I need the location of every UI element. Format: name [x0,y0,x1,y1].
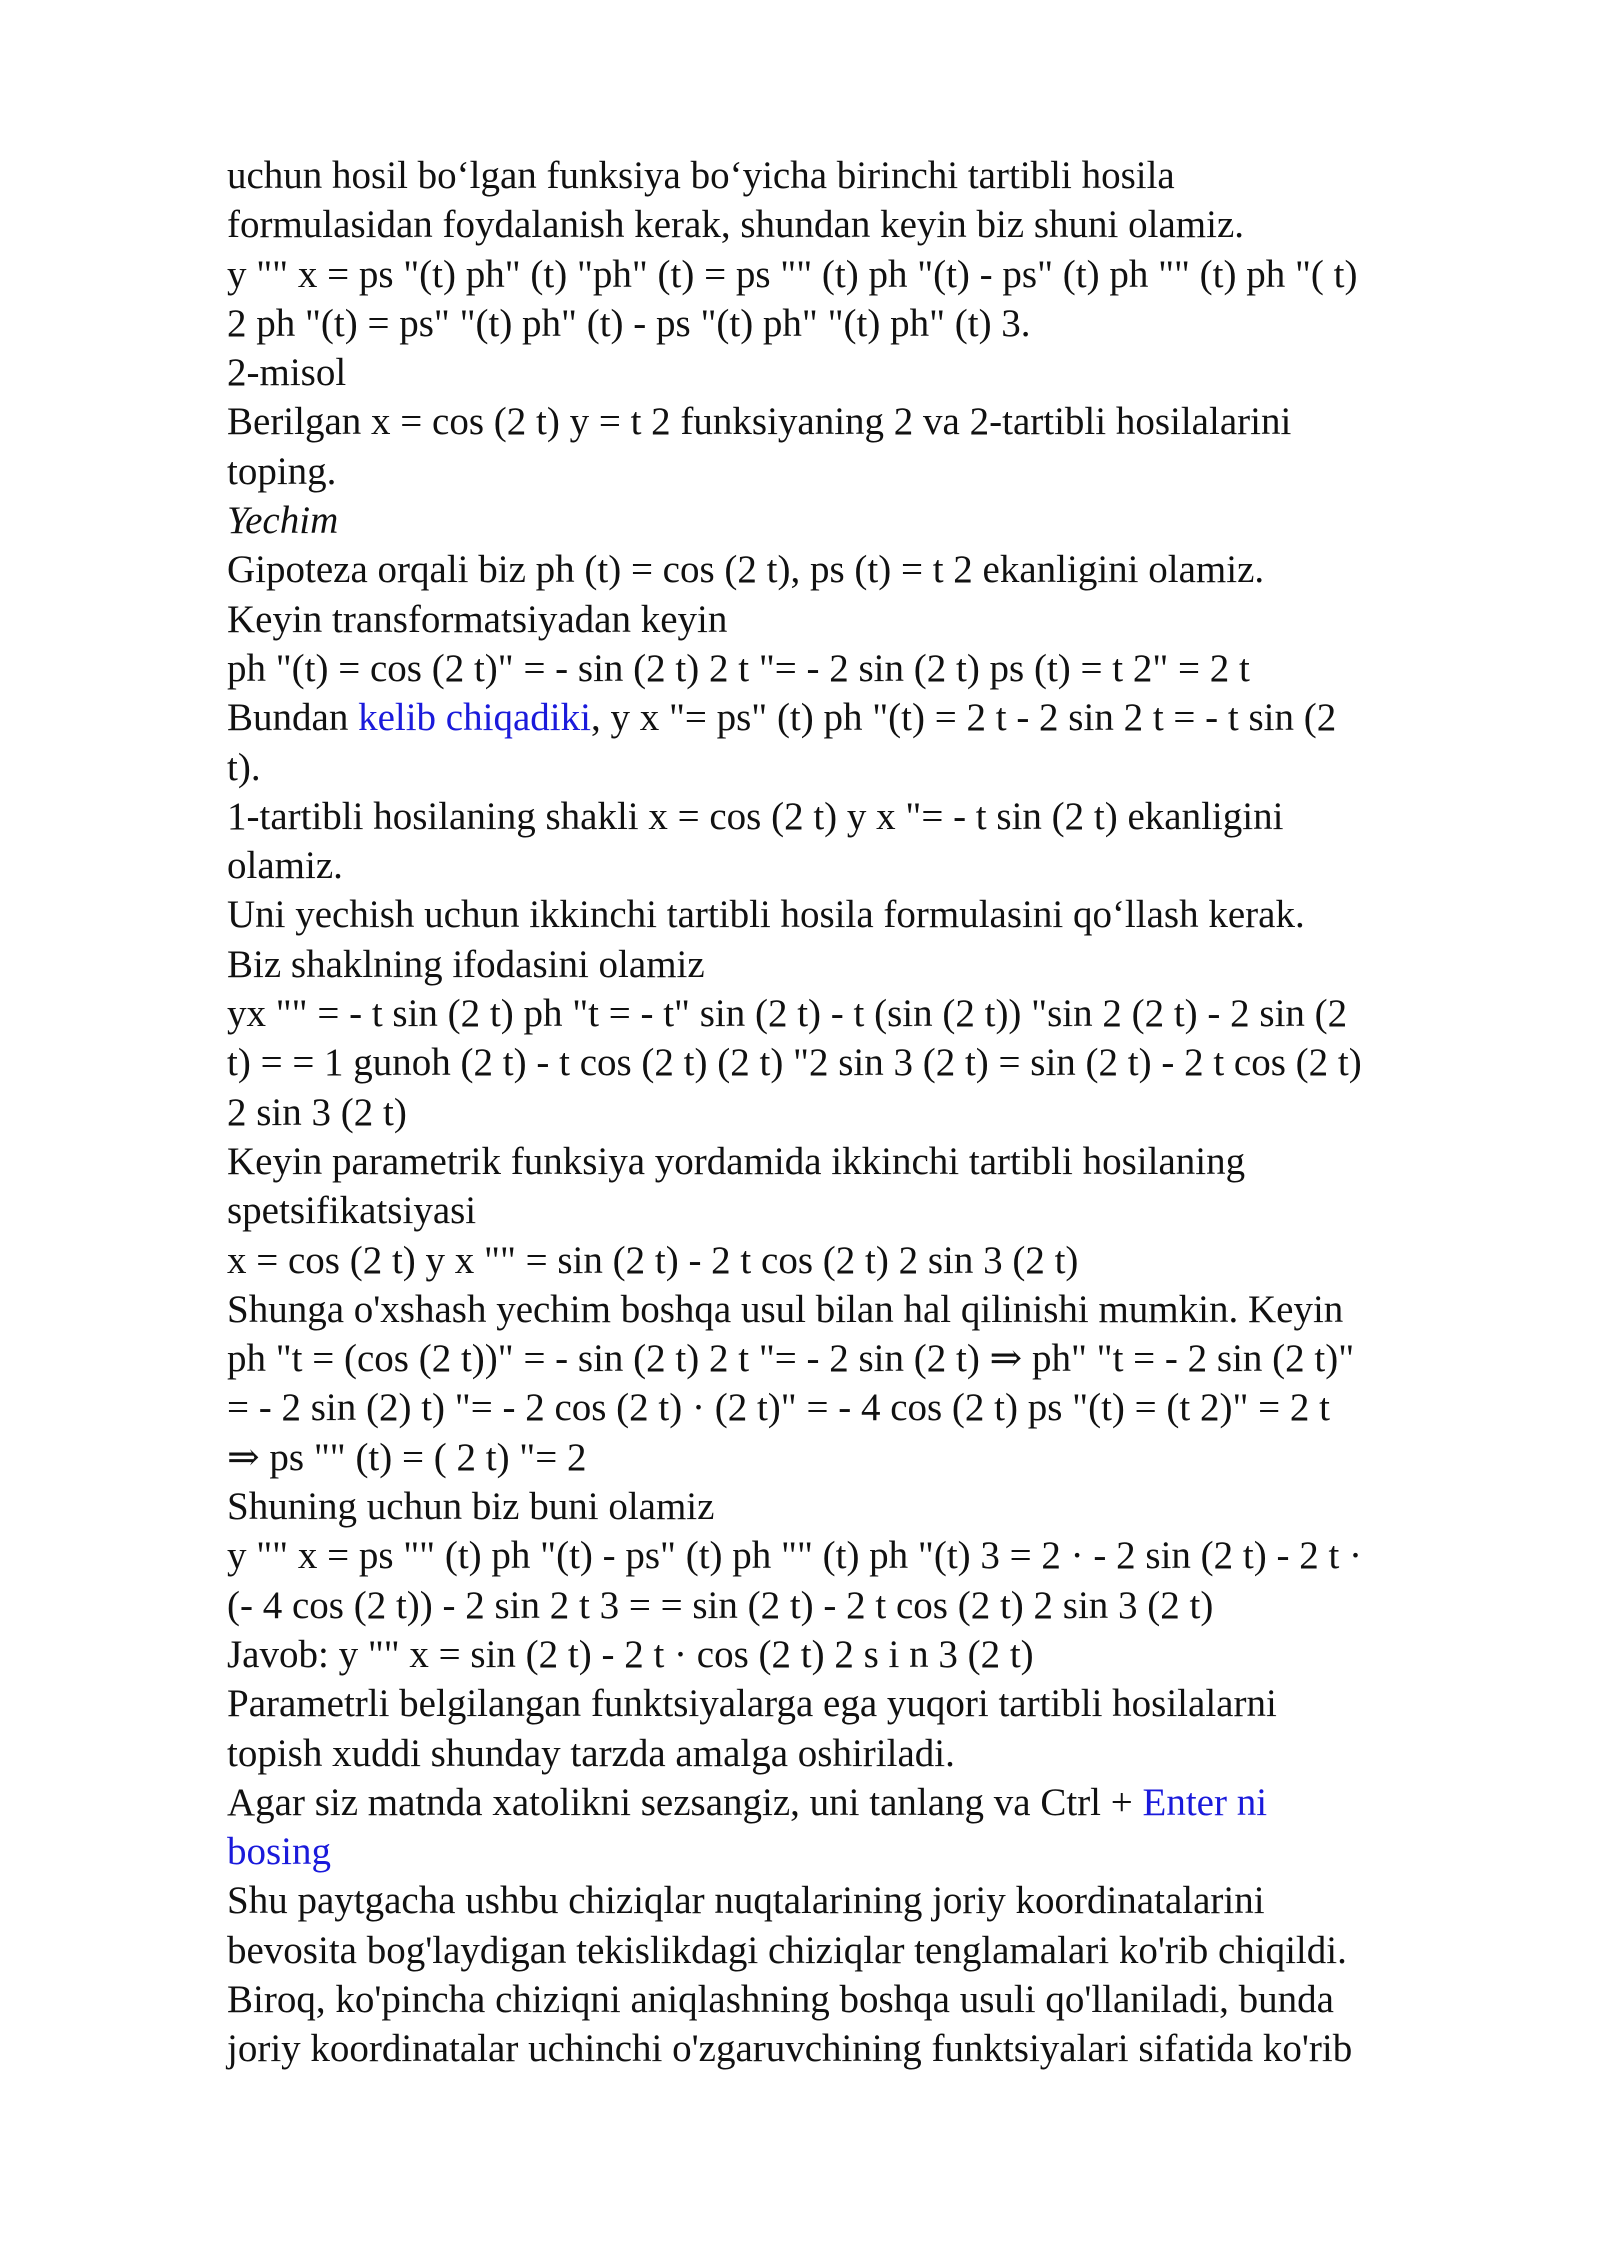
text-line: bevosita bog'laydigan tekislikdagi chiziqlar tenglamalari ko'rib chiqildi. [227,1928,1347,1972]
text-line: Shu paytgacha ushbu chiziqlar nuqtalarining joriy koordinatalarini [227,1879,1265,1923]
text-line: x = cos (2 t) y x "" = sin (2 t) - 2 t cos (2 t) 2 sin 3 (2 t) [227,1238,1079,1282]
text-line: olamiz. [227,844,343,888]
text-line: ph "t = (cos (2 t))" = - sin (2 t) 2 t "= - 2 sin (2 t) ⇒ ph" "t = - 2 sin (2 t)" [227,1337,1355,1381]
text-line: 1-tartibli hosilaning shakli x = cos (2 t) y x "= - t sin (2 t) ekanligini [227,794,1284,838]
text-line: Biroq, ko'pincha chiziqni aniqlashning boshqa usuli qo'llaniladi, bunda [227,1977,1334,2021]
text-line: Keyin transformatsiyadan keyin [227,597,728,641]
text-line: ⇒ ps "" (t) = ( 2 t) "= 2 [227,1435,587,1479]
text-line: t). [227,745,261,789]
text-line: spetsifikatsiyasi [227,1189,477,1233]
kelib-chiqadiki-link[interactable]: kelib chiqadiki [358,696,591,740]
text-line: Biz shaklning ifodasini olamiz [227,942,705,986]
text-line: Shuning uchun biz buni olamiz [227,1485,715,1529]
text-line: y "" x = ps "(t) ph" (t) "ph" (t) = ps "" (t) ph "(t) - ps" (t) ph "" (t) ph "( t) [227,252,1358,296]
text-line: = - 2 sin (2) t) "= - 2 cos (2 t) · (2 t)" = - 4 cos (2 t) ps "(t) = (t 2)" = 2 t [227,1386,1330,1430]
solution-heading: Yechim [227,499,339,543]
text-line-with-link [227,1778,1477,1827]
text-line: t) = = 1 gunoh (2 t) - t cos (2 t) (2 t) "2 sin 3 (2 t) = sin (2 t) - 2 t cos (2 t) [227,1041,1362,1085]
document-page [227,151,1477,2074]
text-line-with-link [227,693,1477,742]
text-line: ph "(t) = cos (2 t)" = - sin (2 t) 2 t "= - 2 sin (2 t) ps (t) = t 2" = 2 t [227,646,1250,690]
text-line: Shunga o'xshash yechim boshqa usul bilan hal qilinishi mumkin. Keyin [227,1287,1344,1331]
text-line: Berilgan x = cos (2 t) y = t 2 funksiyaning 2 va 2-tartibli hosilalarini [227,400,1292,444]
text-segment: Bundan [227,696,359,740]
text-line: topish xuddi shunday tarzda amalga oshiriladi. [227,1731,955,1775]
text-line: Keyin parametrik funksiya yordamida ikkinchi tartibli hosilaning [227,1139,1246,1183]
text-line: yx "" = - t sin (2 t) ph "t = - t" sin (2 t) - t (sin (2 t)) "sin 2 (2 t) - 2 sin (2 [227,992,1348,1036]
text-line-with-link [227,1827,1477,1876]
text-line: toping. [227,449,337,493]
answer-line: Javob: y "" x = sin (2 t) - 2 t · cos (2 t) 2 s i n 3 (2 t) [227,1632,1034,1676]
text-line: Uni yechish uchun ikkinchi tartibli hosila formulasini qo‘llash kerak. [227,893,1305,937]
example-heading: 2-misol [227,351,347,395]
text-line: (- 4 cos (2 t)) - 2 sin 2 t 3 = = sin (2 t) - 2 t cos (2 t) 2 sin 3 (2 t) [227,1583,1214,1627]
text-segment: Agar siz matnda xatolikni sezsangiz, uni tanlang va Ctrl + [227,1780,1143,1824]
text-line: 2 sin 3 (2 t) [227,1090,407,1134]
text-line: uchun hosil bo‘lgan funksiya bo‘yicha birinchi tartibli hosila [227,154,1175,197]
text-segment: , y x "= ps" (t) ph "(t) = 2 t - 2 sin 2 t = - t sin (2 [590,696,1337,740]
text-line: joriy koordinatalar uchinchi o'zgaruvchining funktsiyalari sifatida ko'rib [227,2027,1353,2071]
text-line: Gipoteza orqali biz ph (t) = cos (2 t), ps (t) = t 2 ekanligini olamiz. [227,548,1265,592]
enter-ni-link[interactable]: Enter ni [1142,1780,1268,1824]
text-line: 2 ph "(t) = ps" "(t) ph" (t) - ps "(t) ph" "(t) ph" (t) 3. [227,301,1031,345]
bosing-link[interactable]: bosing [227,1830,332,1874]
text-line: y "" x = ps "" (t) ph "(t) - ps" (t) ph "" (t) ph "(t) 3 = 2 · - 2 sin (2 t) - 2 t · [227,1534,1363,1578]
text-line: Parametrli belgilangan funktsiyalarga ega yuqori tartibli hosilalarni [227,1682,1277,1726]
text-line: formulasidan foydalanish kerak, shundan keyin biz shuni olamiz. [227,203,1245,247]
